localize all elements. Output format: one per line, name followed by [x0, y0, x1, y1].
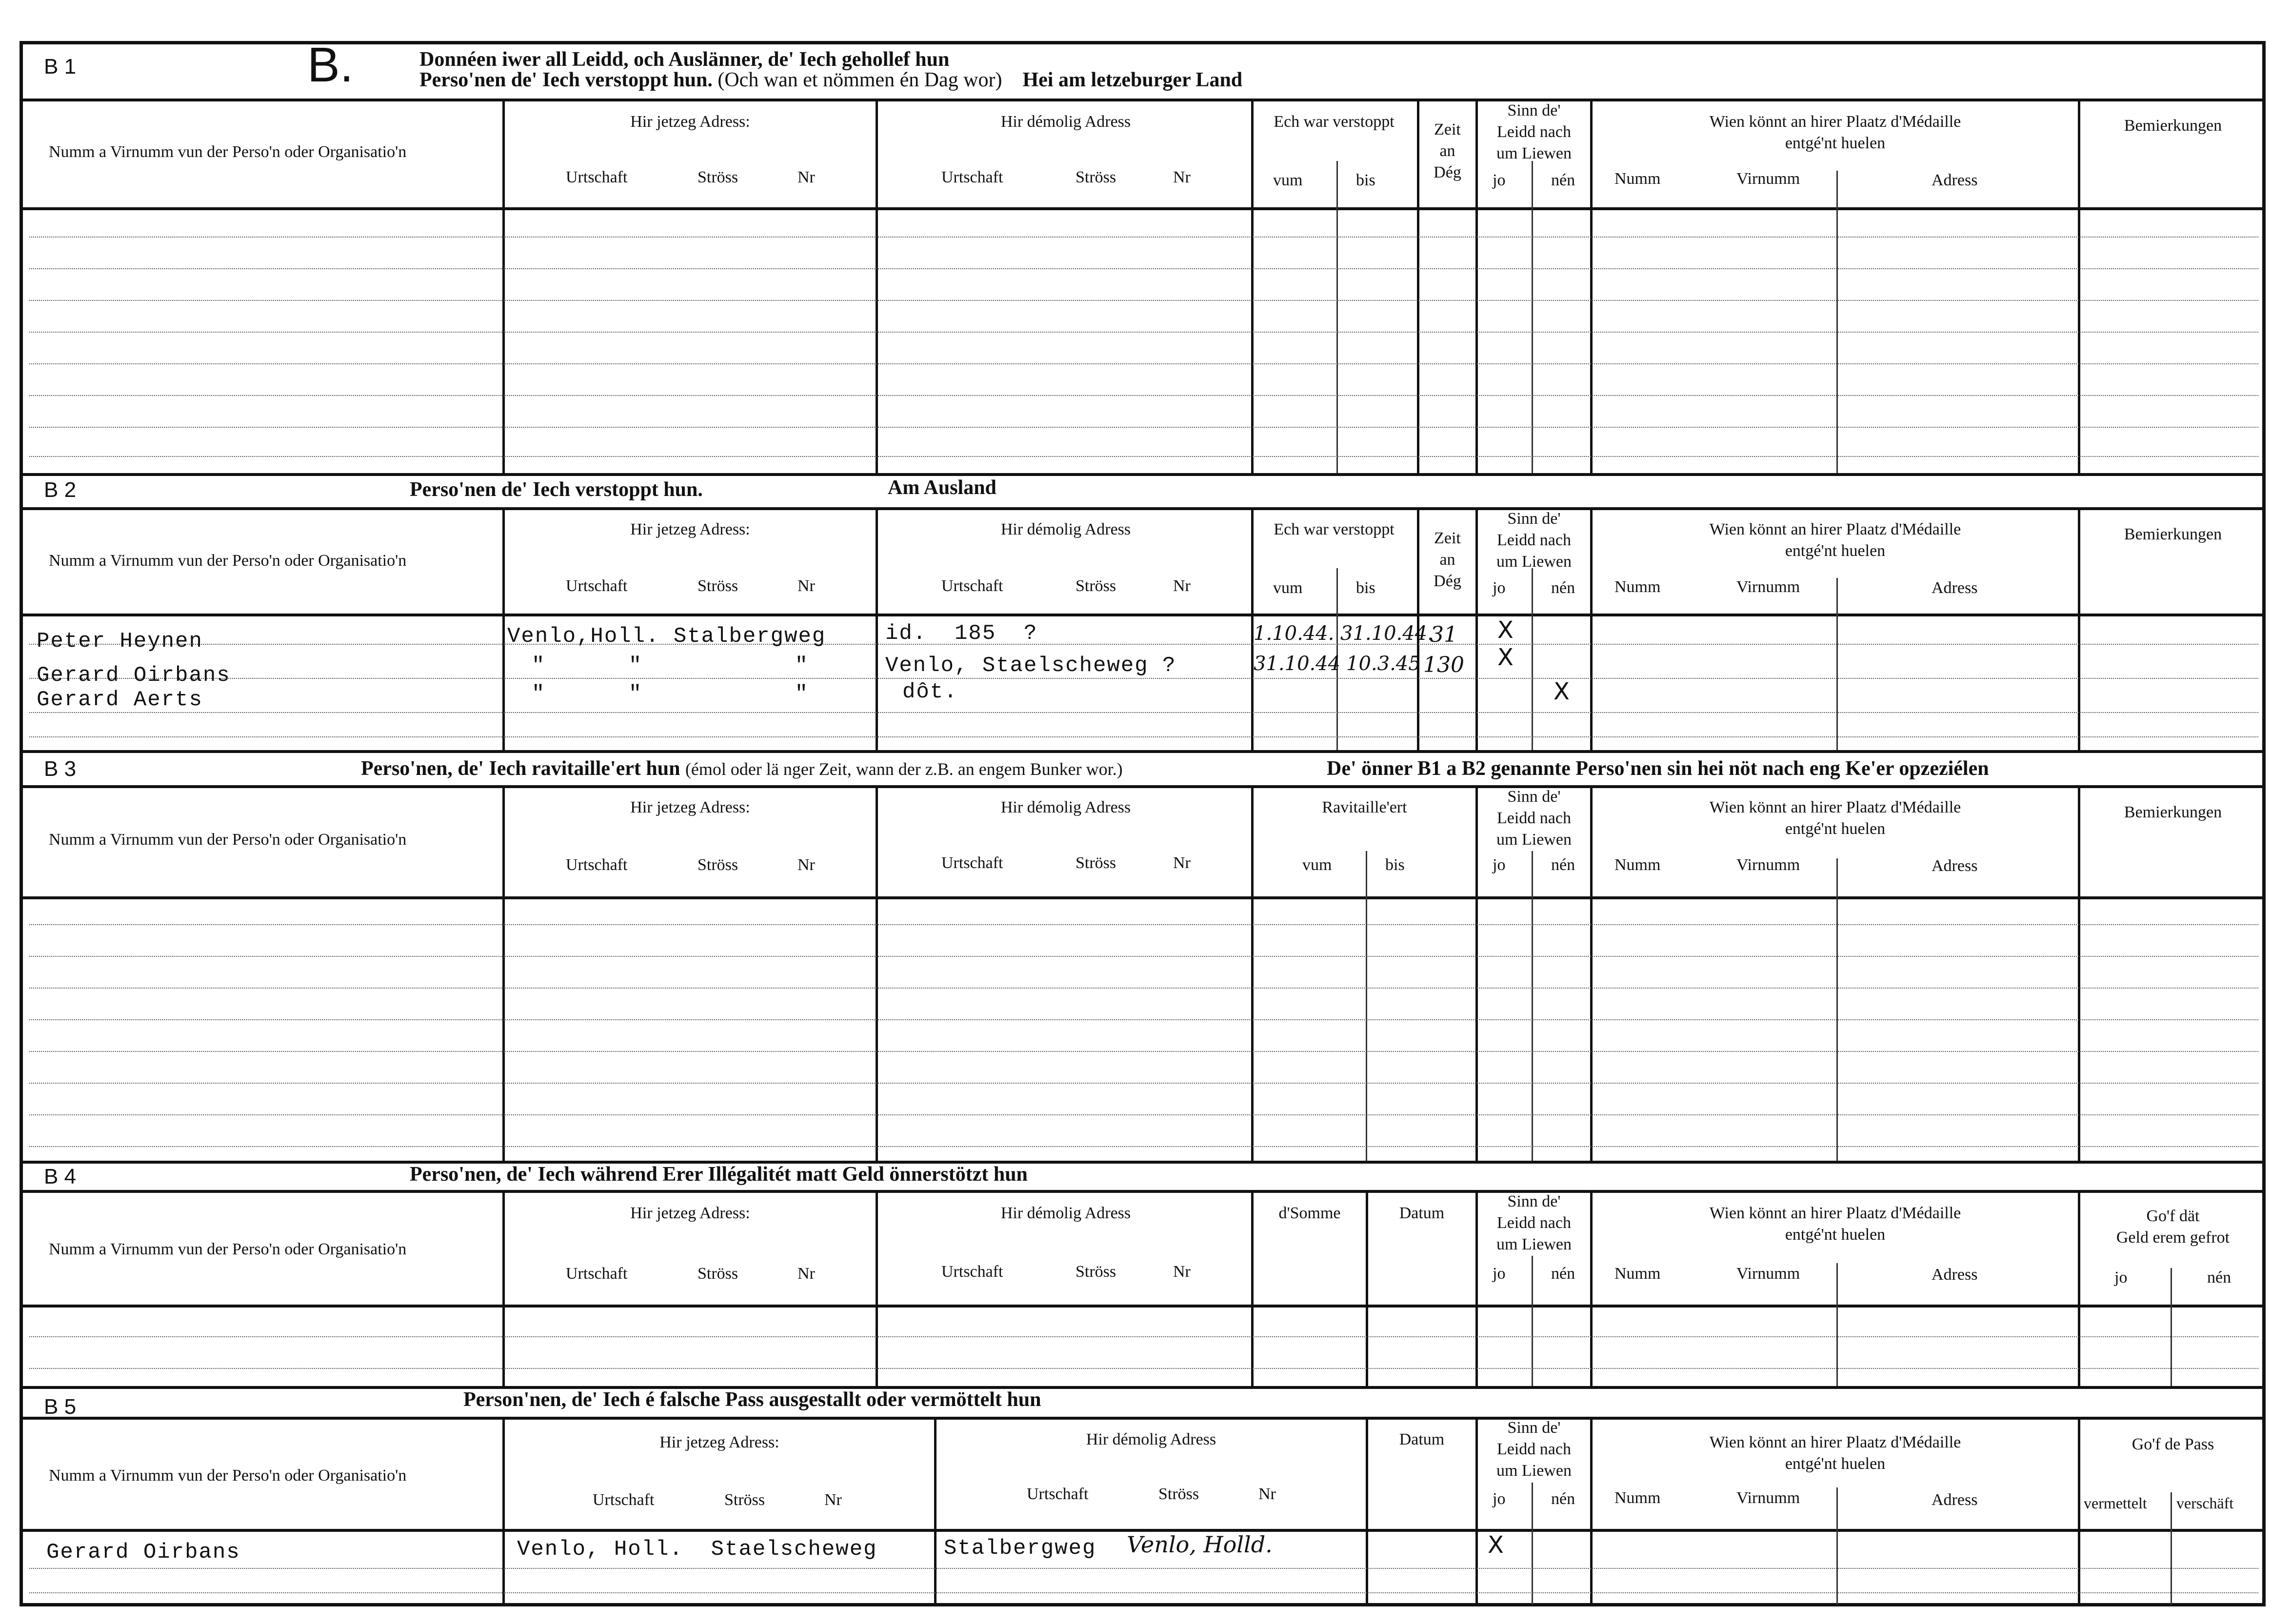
b1-col-zeit: Zeit an Dég [1434, 120, 1461, 181]
b4-col-urtschaft: Urtschaft [566, 1265, 628, 1283]
b3-col-urtschaft: Urtschaft [566, 856, 628, 874]
b1-col-name: Numm a Virnumm vun der Perso'n oder Organisatio'n [49, 143, 407, 161]
b5-header-top-rule [21, 1417, 2265, 1420]
b3-title2: De' önner B1 a B2 genannte Perso'nen sin hei nöt nach eng Ke'er opzeziélen [1327, 757, 1989, 780]
b1-header-bottom-rule [21, 207, 2265, 210]
b2-col-bis: bis [1356, 579, 1375, 597]
b5-row1-former: Stalbergweg [944, 1536, 1096, 1561]
b2-col-nr2: Nr [1173, 577, 1191, 595]
b2-col-medal: Wien könnt an hirer Plaatz d'Médaille entgé'nt huelen [1709, 520, 1961, 560]
row-line [29, 736, 2258, 737]
b2-bottom-rule [21, 750, 2265, 753]
section-code-b3: B 3 [44, 757, 77, 781]
header-title-line1: Donnéen iwer all Leidd, och Auslänner, de' Iech gehollef hun [419, 48, 950, 71]
b4-col-jo2: jo [2114, 1268, 2128, 1287]
b2-col-remarks: Bemierkungen [2124, 525, 2222, 543]
b1-col-urtschaft2: Urtschaft [941, 168, 1003, 186]
b3-col-virnumm: Virnumm [1736, 856, 1800, 874]
b5-row1-alive-mark: X [1488, 1531, 1504, 1559]
row-line [29, 956, 2258, 957]
b1-col-hidden: Ech war verstoppt [1274, 113, 1394, 131]
b3-col-sinn: Sinn de' Leidd nach um Liewen [1496, 788, 1572, 849]
row-line [29, 1019, 2258, 1020]
b2-row1-alive-mark: X [1497, 616, 1514, 644]
b4-col-name: Numm a Virnumm vun der Perso'n oder Organisatio'n [49, 1240, 407, 1258]
b5-col-urtschaft2: Urtschaft [1027, 1485, 1089, 1503]
b5-title: Person'nen, de' Iech é falsche Pass ausgestallt oder vermöttelt hun [463, 1388, 1041, 1411]
b2-row1-name: Peter Heynen [37, 629, 203, 654]
col-line [502, 1190, 505, 1386]
b2-col-stross: Ströss [697, 577, 738, 595]
b1-col-medal: Wien könnt an hirer Plaatz d'Médaille entgé'nt huelen [1709, 113, 1961, 152]
b2-place: Am Ausland [888, 476, 996, 499]
row-line [29, 1568, 2258, 1569]
col-line [502, 507, 505, 750]
b2-col-urtschaft: Urtschaft [566, 577, 628, 595]
b1-col-numm: Numm [1614, 170, 1661, 188]
row-line [29, 268, 2258, 269]
b5-col-former-address: Hir démolig Adress [1086, 1430, 1216, 1448]
b2-col-former-address: Hir démolig Adress [1000, 520, 1131, 538]
b3-col-remarks: Bemierkungen [2124, 803, 2222, 821]
b4-bottom-rule [21, 1386, 2265, 1389]
b5-col-verschaft: verschäft [2176, 1494, 2234, 1512]
b4-col-current-address: Hir jetzeg Adress: [630, 1204, 750, 1222]
b3-col-ravitailleert: Ravitaille'ert [1322, 798, 1407, 816]
b1-header-top-rule [21, 99, 2265, 101]
col-line [1251, 99, 1254, 473]
b2-row3-name: Gerard Aerts [37, 688, 203, 712]
b4-col-numm: Numm [1614, 1265, 1661, 1283]
b5-col-medal: Wien könnt an hirer Plaatz d'Médaille entgé'nt huelen [1709, 1433, 1961, 1473]
b2-row2-current: " " " [532, 654, 809, 678]
b4-col-virnumm: Virnumm [1736, 1265, 1800, 1283]
b3-col-current-address: Hir jetzeg Adress: [630, 798, 750, 816]
section-code-b4: B 4 [44, 1165, 77, 1188]
b5-col-gof-pass: Go'f de Pass [2132, 1435, 2214, 1453]
b2-row3-dead-mark: X [1554, 678, 1570, 705]
b4-col-stross2: Ströss [1076, 1263, 1116, 1281]
b5-row1-name: Gerard Oirbans [46, 1540, 240, 1565]
row-line [29, 1336, 2258, 1337]
b3-col-medal: Wien könnt an hirer Plaatz d'Médaille entgé'nt huelen [1709, 798, 1961, 838]
b5-col-adress: Adress [1932, 1491, 1978, 1509]
form-letter: B. [307, 38, 354, 92]
b3-header-top-rule [21, 785, 2265, 788]
b5-col-sinn: Sinn de' Leidd nach um Liewen [1496, 1419, 1572, 1480]
b1-bottom-rule [21, 473, 2265, 476]
col-line [876, 1190, 878, 1386]
b2-row3-former: dôt. [902, 680, 958, 704]
b4-col-gof-geld: Go'f dät Geld erem gefrot [2116, 1207, 2230, 1247]
b2-col-adress: Adress [1932, 579, 1978, 597]
row-line [29, 924, 2258, 925]
b4-col-nen2: nén [2207, 1268, 2231, 1287]
col-line [876, 507, 878, 750]
b2-row1-bis: 31.10.44. [1340, 622, 1434, 645]
row-line [29, 1051, 2258, 1052]
col-line [876, 785, 878, 1161]
b2-row1-days: 31 [1430, 622, 1457, 647]
b1-col-stross: Ströss [697, 168, 738, 186]
b5-col-jo: jo [1493, 1490, 1506, 1508]
b2-col-numm: Numm [1614, 578, 1661, 596]
row-line [29, 988, 2258, 989]
b4-col-nr2: Nr [1173, 1263, 1191, 1281]
col-line [502, 1417, 505, 1604]
b1-col-urtschaft: Urtschaft [566, 168, 628, 186]
b3-col-urtschaft2: Urtschaft [941, 854, 1003, 872]
b5-col-nr: Nr [824, 1491, 842, 1509]
b3-title: Perso'nen, de' Iech ravitaille'ert hun (émol oder lä nger Zeit, wann der z.B. an engem Bunker wor.) [361, 757, 1123, 780]
col-line [1532, 1483, 1533, 1604]
b1-col-current-address: Hir jetzeg Adress: [630, 113, 750, 131]
b3-header-bottom-rule [21, 896, 2265, 899]
b1-col-stross2: Ströss [1076, 168, 1116, 186]
row-line [29, 237, 2258, 238]
b5-row1-former-hand: Venlo, Holld. [1127, 1531, 1273, 1558]
b1-col-virnumm: Virnumm [1736, 170, 1800, 188]
b1-col-nen: nén [1551, 171, 1575, 189]
b2-row2-name: Gerard Oirbans [37, 663, 231, 688]
b4-header-top-rule [21, 1190, 2265, 1193]
b5-col-vermettelt: vermettelt [2084, 1494, 2147, 1512]
b3-col-vum: vum [1302, 856, 1332, 874]
b4-col-nr: Nr [797, 1265, 815, 1283]
b5-col-virnumm: Virnumm [1736, 1489, 1800, 1507]
b2-row2-former: Venlo, Staelscheweg ? [885, 654, 1176, 678]
b1-col-adress: Adress [1932, 171, 1978, 189]
header-title-line2: Perso'nen de' Iech verstoppt hun. (Och wan et nömmen én Dag wor) Hei am letzeburger Land [419, 69, 1243, 91]
b2-row1-vum: 1.10.44. [1254, 622, 1335, 645]
row-line [29, 1368, 2258, 1369]
b4-col-urtschaft2: Urtschaft [941, 1263, 1003, 1281]
col-line [502, 785, 505, 1161]
b2-col-jo: jo [1493, 579, 1506, 597]
b1-col-nr2: Nr [1173, 168, 1191, 186]
b3-col-stross2: Ströss [1076, 854, 1116, 872]
b2-row1-former: id. 185 ? [885, 621, 1038, 646]
b3-bottom-rule [21, 1161, 2265, 1164]
b5-col-name: Numm a Virnumm vun der Perso'n oder Organisatio'n [49, 1466, 407, 1485]
b5-col-nen: nén [1551, 1490, 1575, 1508]
b2-row1-current: Venlo,Holl. Stalbergweg [507, 624, 826, 649]
col-line [1836, 578, 1838, 750]
b4-col-former-address: Hir démolig Adress [1000, 1204, 1131, 1222]
b5-col-numm: Numm [1614, 1489, 1661, 1507]
b1-col-vum: vum [1273, 171, 1303, 189]
b3-col-nr: Nr [797, 856, 815, 874]
row-line [29, 1146, 2258, 1147]
b3-col-nen: nén [1551, 856, 1575, 874]
b4-col-medal: Wien könnt an hirer Plaatz d'Médaille entgé'nt huelen [1709, 1204, 1961, 1244]
col-line [1590, 785, 1593, 1161]
b2-col-nr: Nr [797, 577, 815, 595]
col-line [1590, 99, 1593, 473]
col-line [2078, 99, 2080, 473]
b2-col-current-address: Hir jetzeg Adress: [630, 520, 750, 538]
b5-col-current-address: Hir jetzeg Adress: [659, 1433, 779, 1451]
b3-col-bis: bis [1385, 856, 1405, 874]
b2-row2-alive-mark: X [1497, 644, 1514, 671]
b4-col-somme: d'Somme [1278, 1204, 1341, 1222]
col-line [1532, 568, 1533, 750]
b3-col-nr2: Nr [1173, 854, 1191, 872]
b4-col-jo: jo [1493, 1265, 1506, 1283]
row-line [29, 1114, 2258, 1115]
b4-col-nen: nén [1551, 1265, 1575, 1283]
b5-col-nr2: Nr [1258, 1485, 1276, 1503]
b2-header-top-rule [21, 507, 2265, 510]
b2-title: Perso'nen de' Iech verstoppt hun. [410, 478, 703, 501]
b4-col-stross: Ströss [697, 1265, 738, 1283]
b3-col-adress: Adress [1932, 857, 1978, 875]
b1-col-jo: jo [1493, 171, 1506, 189]
row-line [29, 678, 2258, 679]
b4-col-adress: Adress [1932, 1266, 1978, 1284]
b4-title: Perso'nen, de' Iech während Erer Illégalitét matt Geld önnerstötzt hun [410, 1163, 1028, 1186]
row-line [29, 456, 2258, 457]
b1-col-remarks: Bemierkungen [2124, 117, 2222, 135]
row-line [29, 712, 2258, 713]
row-line [29, 427, 2258, 428]
b5-col-stross: Ströss [724, 1491, 765, 1509]
col-line [1836, 858, 1838, 1161]
col-line [1336, 161, 1338, 473]
b2-col-sinn: Sinn de' Leidd nach um Liewen [1496, 510, 1572, 571]
b2-col-vum: vum [1273, 579, 1303, 597]
b5-col-urtschaft: Urtschaft [593, 1491, 655, 1509]
row-line [29, 1083, 2258, 1084]
b4-header-bottom-rule [21, 1305, 2265, 1307]
row-line [29, 395, 2258, 396]
b2-col-urtschaft2: Urtschaft [941, 577, 1003, 595]
section-code-b1: B 1 [44, 55, 77, 79]
col-line [2171, 1492, 2172, 1604]
b2-row2-days: 130 [1423, 653, 1464, 677]
b2-header-bottom-rule [21, 614, 2265, 616]
b5-col-stross2: Ströss [1158, 1485, 1199, 1503]
section-code-b2: B 2 [44, 478, 77, 502]
row-line [29, 300, 2258, 301]
col-line [502, 99, 505, 473]
b2-col-stross2: Ströss [1076, 577, 1116, 595]
b3-col-name: Numm a Virnumm vun der Perso'n oder Organisatio'n [49, 831, 407, 849]
row-line [29, 644, 2258, 645]
row-line [29, 1592, 2258, 1593]
b1-col-nr: Nr [797, 168, 815, 186]
b2-col-hidden: Ech war verstoppt [1274, 520, 1394, 538]
col-line [1532, 1256, 1533, 1386]
b2-row2-bis: 10.3.45 [1346, 653, 1421, 675]
col-line [1532, 161, 1533, 473]
b2-col-virnumm: Virnumm [1736, 578, 1800, 596]
b2-col-zeit: Zeit an Dég [1434, 529, 1461, 590]
row-line [29, 363, 2258, 364]
b5-col-datum: Datum [1399, 1430, 1445, 1448]
b3-col-numm: Numm [1614, 856, 1661, 874]
b2-row3-current: " " " [532, 682, 809, 706]
b2-col-name: Numm a Virnumm vun der Perso'n oder Organisatio'n [49, 552, 407, 570]
b3-col-stross: Ströss [697, 856, 738, 874]
b4-col-datum: Datum [1399, 1204, 1445, 1222]
b4-col-sinn: Sinn de' Leidd nach um Liewen [1496, 1192, 1572, 1253]
b5-row1-current: Venlo, Holl. Staelscheweg [517, 1537, 877, 1562]
b3-col-former-address: Hir démolig Adress [1000, 798, 1131, 816]
b2-row2-vum: 31.10.44 [1254, 653, 1341, 675]
col-line [876, 99, 878, 473]
b3-col-jo: jo [1493, 856, 1506, 874]
b1-col-sinn: Sinn de' Leidd nach um Liewen [1496, 101, 1572, 162]
row-line [29, 332, 2258, 333]
col-line [2078, 785, 2080, 1161]
b2-col-nen: nén [1551, 579, 1575, 597]
col-line [1251, 785, 1254, 1161]
section-code-b5: B 5 [44, 1395, 77, 1419]
col-line [1836, 1487, 1838, 1604]
b1-col-former-address: Hir démolig Adress [1000, 113, 1131, 131]
b1-col-bis: bis [1356, 171, 1375, 189]
col-line [1836, 171, 1838, 473]
